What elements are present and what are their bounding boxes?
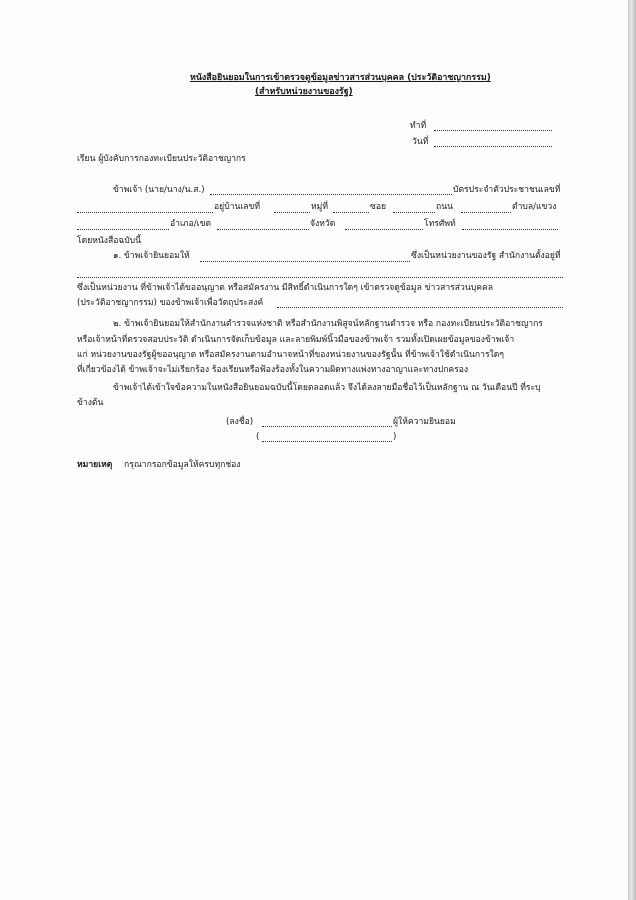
phone-field[interactable] xyxy=(462,229,558,230)
subdistrict-field[interactable] xyxy=(77,229,169,230)
clause2-line2: หรือเจ้าหน้าที่ตรวจสอบประวัติ ดำเนินการจัดเก็บข้อมูล และลายพิมพ์นิ้วมือของข้าพเจ้า รวมทั้งเปิดเผยข้อมูลของข้าพเจ้า xyxy=(77,335,515,345)
moo-label: หมู่ที่ xyxy=(311,202,328,212)
phone-label: โทรศัพท์ xyxy=(424,219,456,229)
subdistrict-label: ตำบล/แขวง xyxy=(512,202,557,212)
road-field[interactable] xyxy=(461,212,511,213)
sign-label: (ลงชื่อ) xyxy=(226,417,254,427)
id-card-label: บัตรประจำตัวประชาชนเลขที่ xyxy=(453,185,561,195)
province-field[interactable] xyxy=(345,229,423,230)
house-no-label: อยู่บ้านเลขที่ xyxy=(214,202,261,212)
district-label: อำเภอ/เขต xyxy=(170,219,212,229)
salutation: เรียน ผู้บังคับการกองทะเบียนประวัติอาชญากร xyxy=(77,154,246,164)
clause1-mid: ซึ่งเป็นหน่วยงานของรัฐ สำนักงานตั้งอยู่ที่ xyxy=(411,251,561,261)
house-no-field[interactable] xyxy=(274,212,310,213)
soi-label: ซอย xyxy=(370,202,387,212)
paren-open: ( xyxy=(256,432,260,442)
date-label: วันที่ xyxy=(412,137,429,147)
page-edge-shadow xyxy=(628,0,636,900)
clause2-line4: ที่เกี่ยวข้องได้ ข้าพเจ้าจะไม่เรียกร้อง ร้องเรียนหรือฟ้องร้องทั้งในความผิดทางแพ่งทางอาญาและทางปกครอง xyxy=(77,365,469,375)
id-card-field[interactable] xyxy=(77,212,213,213)
consenter-label: ผู้ให้ความยินยอม xyxy=(393,417,456,427)
printed-name-field[interactable] xyxy=(262,441,392,442)
clause2-line3: แก่ หน่วยงานของรัฐผู้ขออนุญาต หรือสมัครงานตามอำนาจหน้าที่ของหน่วยงานของรัฐนั้น ที่ข้าพเจ้าใช้ดำเนินการใดๆ xyxy=(77,350,504,360)
applicant-name-field[interactable] xyxy=(210,194,452,195)
clause2-line1: ๒. ข้าพเจ้ายินยอมให้สำนักงานตำรวจแห่งชาติ หรือสำนักงานพิสูจน์หลักฐานตำรวจ หรือ กองทะเบียนประวัติอาชญากร xyxy=(113,319,543,329)
clause1-start: ๑. ข้าพเจ้ายินยอมให้ xyxy=(113,251,190,261)
form-title: หนังสือยินยอมในการเข้าตรวจดูข้อมูลข่าวสารส่วนบุคคล (ประวัติอาชญากรรม) xyxy=(190,73,491,83)
road-label: ถนน xyxy=(436,202,453,212)
date-field[interactable] xyxy=(434,146,552,147)
written-at-field[interactable] xyxy=(434,130,552,131)
applicant-label: ข้าพเจ้า (นาย/นาง/น.ส.) xyxy=(113,185,205,195)
written-at-label: ทำที่ xyxy=(410,121,427,131)
moo-field[interactable] xyxy=(333,212,369,213)
closing-line2: ข้างต้น xyxy=(77,398,104,408)
agency-name-field[interactable] xyxy=(200,261,410,262)
province-label: จังหวัด xyxy=(310,219,336,229)
district-field[interactable] xyxy=(217,229,309,230)
agency-address-field[interactable] xyxy=(77,277,563,278)
clause1-line3: ซึ่งเป็นหน่วยงาน ที่ข้าพเจ้าได้ขออนุญาต หรือสมัครงาน มีสิทธิ์ดำเนินการใดๆ เข้าตรวจดูข้อมูล ข่าวสารส่วนบุคคล xyxy=(77,283,493,293)
note-text: กรุณากรอกข้อมูลให้ครบทุกช่อง xyxy=(124,460,241,470)
purpose-field[interactable] xyxy=(277,307,563,308)
closing-line1: ข้าพเจ้าได้เข้าใจข้อความในหนังสือยินยอมฉบับนี้โดยตลอดแล้ว จึงได้ลงลายมือชื่อไว้เป็นหลักฐาน ณ วันเดือนปี ที่ระบุ xyxy=(113,383,541,393)
form-subtitle: (สำหรับหน่วยงานของรัฐ) xyxy=(255,87,353,97)
paren-close: ) xyxy=(393,432,397,442)
signature-field[interactable] xyxy=(262,426,392,427)
soi-field[interactable] xyxy=(393,212,435,213)
note-label: หมายเหตุ xyxy=(77,460,113,470)
by-this-letter: โดยหนังสือฉบับนี้ xyxy=(77,236,142,246)
clause1-line4: (ประวัติอาชญากรรม) ของข้าพเจ้าเพื่อวัตถุประสงค์ xyxy=(77,298,264,308)
